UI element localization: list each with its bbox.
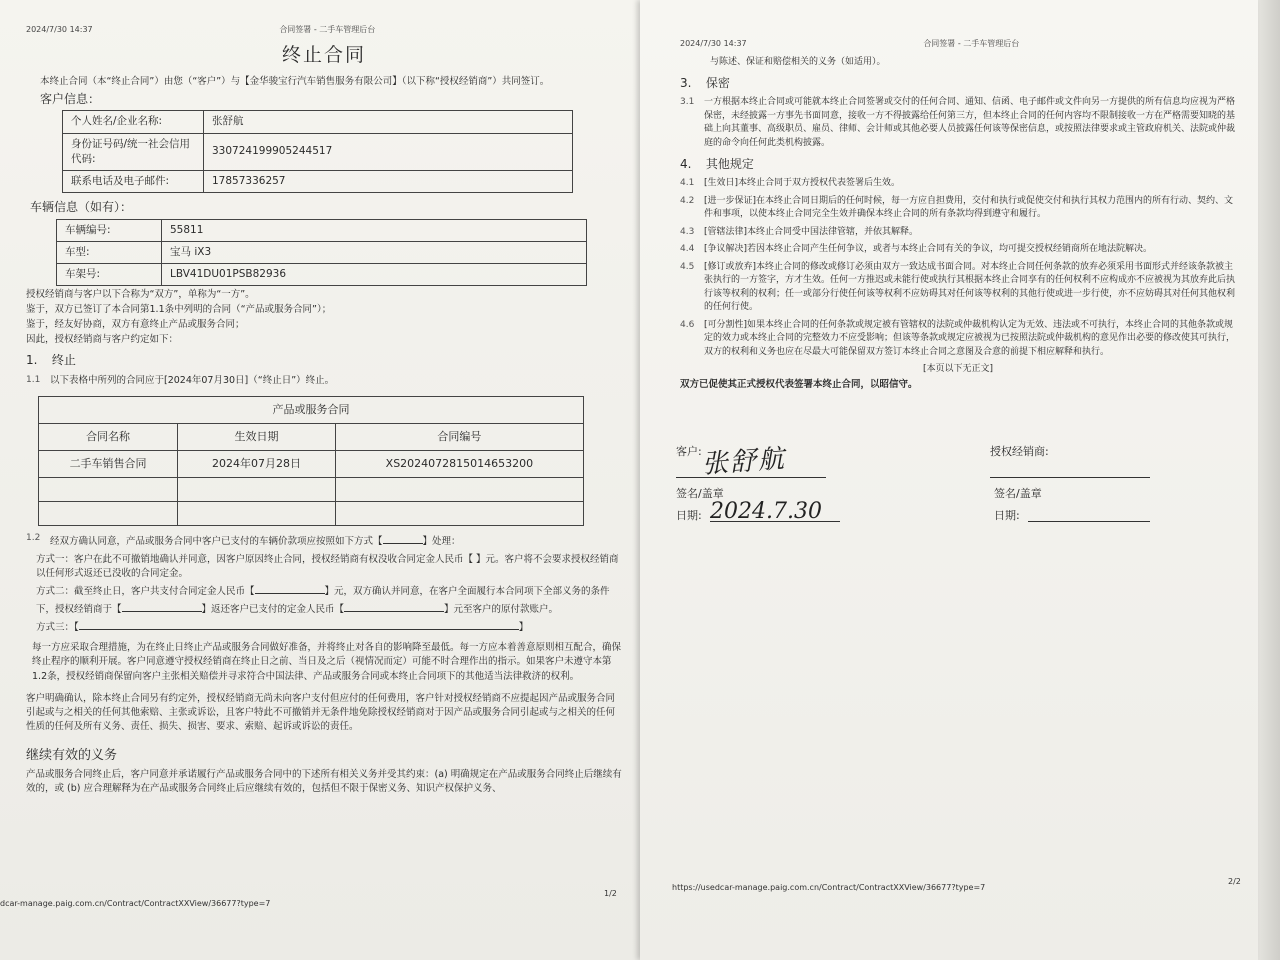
blank-line (79, 618, 519, 630)
dealer-date-line (1028, 520, 1150, 522)
blank-line (122, 600, 202, 612)
field-value: 宝马 iX3 (162, 241, 587, 263)
blank-line (383, 532, 423, 544)
footer-page-number: 1/2 (604, 889, 617, 898)
clause-number: 1.1 (26, 374, 41, 385)
field-label: 车型: (57, 241, 162, 263)
clause-number: 1.2 (26, 532, 41, 543)
field-label: 车架号: (57, 264, 162, 286)
dealer-stamp-label: 签名/盖章 (994, 487, 1042, 500)
field-label: 车辆编号: (57, 219, 162, 241)
field-value: 张舒航 (204, 111, 573, 133)
table-header-row (39, 423, 584, 450)
customer-date-line (710, 520, 840, 522)
whereas-clause-1: 鉴于，双方已签订了本合同第1.1条中列明的合同（“产品或服务合同”）； (26, 303, 332, 315)
print-datetime: 2024/7/30 14:37 (680, 39, 747, 48)
dealer-signature-line (990, 476, 1150, 478)
field-value: 330724199905244517 (204, 133, 573, 170)
field-label: 身份证号码/统一社会信用代码: (63, 133, 204, 170)
clause-number: 4.5 (680, 261, 695, 272)
document-title: 终止合同 (281, 43, 366, 66)
table-row (57, 241, 587, 263)
customer-handwritten-signature: 张舒航 (700, 444, 787, 480)
footer-url: dcar-manage.paig.com.cn/Contract/ContractXXView/36677?type=7 (0, 899, 271, 908)
customer-stamp-label: 签名/盖章 (676, 487, 724, 500)
clause-1-2 (26, 532, 622, 549)
clause-text: 】处理： (422, 535, 461, 547)
method-2-text: 】元至客户的原付款账户。 (444, 603, 559, 615)
footer-url: https://usedcar-manage.paig.com.cn/Contract/ContractXXView/36677?type=7 (672, 883, 986, 892)
blank-line (344, 600, 444, 612)
blank-line (255, 582, 325, 594)
customer-signature-label: 客户: (676, 445, 702, 458)
clause-4-4 (680, 243, 1236, 257)
clause-text: [争议解决]若因本终止合同产生任何争议，或者与本终止合同有关的争议，均可提交授权经销商所在地法院解决。 (704, 244, 1153, 255)
clause-text: 以下表格中所列的合同应于[2024年07月30日]（“终止日”）终止。 (50, 374, 335, 386)
clause-3-1 (680, 96, 1236, 150)
method-2-text: 方式二：截至终止日，客户共支付合同定金人民币【 (36, 586, 255, 598)
adjacent-page-edge (1258, 0, 1280, 960)
table-row (63, 111, 573, 133)
clause-text: [可分割性]如果本终止合同的任何条款或规定被有管辖权的法院或仲裁机构认定为无效、违法或不可执行，本终止合同的其他条款或规定的效力或本终止合同的完整效力不应受影响；但该等条款或规定应被视为已按照法院或仲裁机构的意见作出必要的修改使其可执行，双方的权利和义务也应在尽最大可能保留双方签订本终止合同之意图及合意的前提下相应解释和执行。 (704, 319, 1236, 357)
effective-date-cell: 2024年07月28日 (178, 450, 336, 477)
section-number: 4. (680, 157, 692, 172)
method-3-text: 方式三：【 (36, 621, 79, 633)
clause-1-4: 客户明确确认，除本终止合同另有约定外，授权经销商无尚未向客户支付但应付的任何费用，客户针对授权经销商不应提起因产品或服务合同引起或与之相关的任何其他索赔、主张或诉讼，且客户特此不可撤销并无条件地免除授权经销商对于因产品或服务合同引起或与之相关的任何性质的任何及所有义务、责任、损失、损害、要求、索赔、起诉或诉讼的责任。 (26, 692, 616, 733)
table-row (63, 170, 573, 192)
field-label: 联系电话及电子邮件: (63, 170, 204, 192)
end-of-text-note: [本页以下无正文] (922, 364, 994, 375)
contract-page-2 (640, 0, 1258, 960)
clause-text: 经双方确认同意，产品或服务合同中客户已支付的车辆价款项应按照如下方式【 (50, 535, 383, 547)
print-header-title: 合同签署 - 二手车管理后台 (923, 39, 1020, 48)
customer-info-heading: 客户信息： (40, 91, 101, 106)
product-contract-table (38, 396, 584, 526)
therefore-clause: 因此，授权经销商与客户约定如下： (26, 333, 179, 345)
method-2 (36, 582, 622, 617)
page-header (26, 24, 622, 36)
section-1-heading (26, 352, 622, 369)
method-2-text: 】元，双方确认并同意，在客户全面履行本合同项下全部义务的条件下，授权经销商于【 (36, 586, 610, 615)
dealer-signature-label: 授权经销商: (990, 445, 1049, 458)
clause-text: [生效日]本终止合同于双方授权代表签署后生效。 (704, 178, 901, 189)
clause-4-2 (680, 195, 1236, 222)
witness-statement: 双方已促使其正式授权代表签署本终止合同，以昭信守。 (680, 379, 918, 391)
section-title: 其他规定 (705, 157, 754, 172)
intro-paragraph: 本终止合同（本“终止合同”）由您（“客户”）与【金华骏宝行汽车销售服务有限公司】（以下称“授权经销商”）共同签订。 (40, 76, 550, 88)
page-header (680, 38, 1236, 50)
method-2-text: 】返还客户已支付的定金人民币【 (201, 603, 345, 615)
print-header-title: 合同签署 - 二手车管理后台 (279, 25, 376, 34)
table-row (39, 477, 584, 501)
clause-4-6 (680, 319, 1236, 360)
section-number: 3. (680, 75, 692, 90)
customer-info-table (62, 110, 573, 193)
clause-text: 一方根据本终止合同或可能就本终止合同签署或交付的任何合同、通知、信函、电子邮件或文件向另一方提供的所有信息均应视为严格保密，未经披露一方事先书面同意，接收一方不得披露给任何第三方，但本终止合同的任何内容均不限制接收一方在严格需要知晓的基础上向其董事、高级职员、雇员、律师、会计师或其他必要人员披露任何该等保密信息，或按照法律要求或主管政府机关、法院或仲裁庭的命令向任何此类机构披露。 (704, 97, 1236, 148)
table-row (39, 501, 584, 525)
table-row (57, 219, 587, 241)
section-number: 1. (26, 353, 38, 368)
section-4-heading (680, 156, 1236, 173)
column-header: 生效日期 (178, 423, 336, 450)
clause-2-1: 产品或服务合同终止后，客户同意并承诺履行产品或服务合同中的下述所有相关义务并受其约束：(a) 明确规定在产品或服务合同终止后继续有效的，或 (b) 应合理解释为在产品或服务合同终止后应继续有效的，包括但不限于保密义务、知识产权保护义务、 (26, 768, 622, 794)
print-datetime: 2024/7/30 14:37 (26, 25, 93, 34)
clause-1-1 (26, 374, 622, 388)
clause-4-1 (680, 177, 1236, 191)
method-1: 方式一：客户在此不可撤销地确认并同意，因客户原因终止合同，授权经销商有权没收合同定金人民币【 】元。客户将不会要求授权经销商以任何形式返还已没收的合同定金。 (36, 553, 619, 580)
field-value: 55811 (162, 219, 587, 241)
table-row (39, 396, 584, 423)
clause-number: 4.2 (680, 195, 695, 206)
table-row (39, 450, 584, 477)
contract-name-cell: 二手车销售合同 (39, 450, 178, 477)
clause-4-5 (680, 261, 1236, 315)
clause-4-3 (680, 226, 1236, 240)
customer-handwritten-date: 2024.7.30 (710, 499, 822, 524)
section-2-heading: 继续有效的义务 (26, 747, 118, 763)
clause-text: [进一步保证]在本终止合同日期后的任何时候，每一方应自担费用，交付和执行或促使交付和执行其权力范围内的所有行动、契约、文件和事项，以使本终止合同完全生效并确保本终止合同的所有条款均得到遵守和履行。 (704, 195, 1234, 220)
customer-date-label: 日期: (676, 509, 702, 522)
customer-signature-line (676, 476, 826, 478)
column-header: 合同编号 (335, 423, 583, 450)
method-3 (36, 618, 622, 635)
field-value: 17857336257 (204, 170, 573, 192)
section-title: 保密 (705, 75, 730, 90)
clause-number: 4.1 (680, 178, 695, 189)
table-title: 产品或服务合同 (39, 396, 584, 423)
column-header: 合同名称 (39, 423, 178, 450)
table-row (57, 264, 587, 286)
section-title: 终止 (51, 353, 76, 368)
vehicle-info-heading: 车辆信息（如有）： (30, 200, 133, 215)
section-3-heading (680, 75, 1236, 92)
clause-number: 4.4 (680, 244, 695, 255)
clause-number: 4.3 (680, 226, 695, 237)
whereas-clause-2: 鉴于，经友好协商，双方有意终止产品或服务合同； (26, 318, 245, 330)
clause-number: 3.1 (680, 97, 695, 108)
continued-text: 与陈述、保证和赔偿相关的义务（如适用）。 (710, 56, 886, 67)
footer-page-number: 2/2 (1228, 877, 1241, 886)
clause-number: 4.6 (680, 319, 695, 330)
clause-text: [管辖法律]本终止合同受中国法律管辖，并依其解释。 (704, 226, 919, 237)
table-row (63, 133, 573, 170)
field-value: LBV41DU01PSB82936 (162, 264, 587, 286)
parties-definition: 授权经销商与客户以下合称为“双方”，单称为“一方”。 (26, 289, 255, 301)
method-3-text: 】 (518, 621, 529, 633)
contract-number-cell: XS20240728150146532​00 (335, 450, 583, 477)
clause-text: [修订或放弃]本终止合同的修改或修订必须由双方一致达成书面合同。对本终止合同任何条款的放弃必须采用书面形式并经该条款被主张执行的一方签字，方才生效。任何一方推迟或未能行使或执行其根据本终止合同享有的任何权利不应构成亦不应被视为其放弃此后执行该等权利的权利；任一或部分行使任何该等权利不应妨碍其对任何该等权利的其他行使或进一步行使，亦不应妨碍其对任何其他权利的任何行使。 (704, 261, 1236, 313)
field-label: 个人姓名/企业名称: (63, 111, 204, 133)
dealer-date-label: 日期: (994, 509, 1020, 522)
vehicle-info-table (56, 219, 587, 287)
clause-1-3: 每一方应采取合理措施，为在终止日终止产品或服务合同做好准备，并将终止对各自的影响降至最低。每一方应本着善意原则相互配合，确保终止程序的顺利开展。客户同意遵守授权经销商在终止日之前、当日及之后（视情况而定）可能不时合理作出的指示。如果客户未遵守本第1.2条，授权经销商保留向客户主张相关赔偿并寻求符合中国法律、产品或服务合同或本终止合同项下的其他适当法律救济的权利。 (32, 642, 622, 682)
